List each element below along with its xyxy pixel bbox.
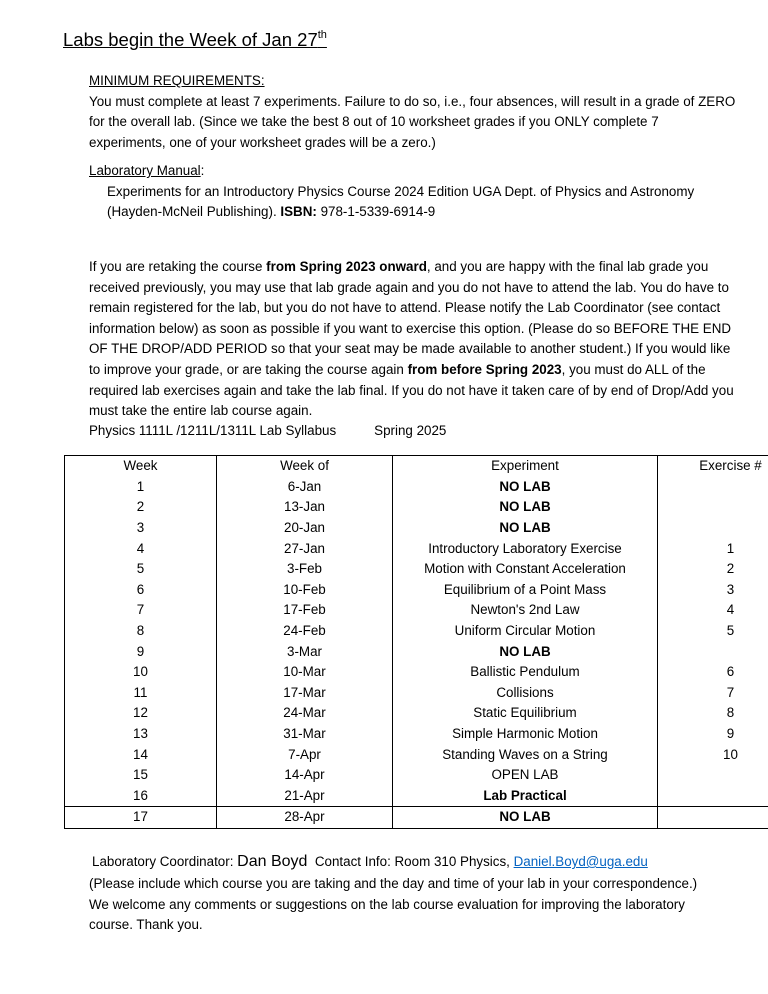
- table-row: [65, 559, 768, 580]
- table-header-row: [65, 456, 768, 477]
- cell-exercise: 1: [658, 538, 768, 559]
- manual-citation: Experiments for an Introductory Physics Course 2024 Edition UGA Dept. of Physics and Astronomy (Hayden-McNeil Publishing).: [107, 183, 695, 220]
- cell-week: 2: [65, 497, 217, 518]
- cell-exercise: 5: [658, 621, 768, 642]
- closing-note: [89, 874, 729, 936]
- cell-experiment: NO LAB: [393, 497, 658, 518]
- isbn-label: ISBN:: [280, 204, 317, 220]
- table-row: [65, 744, 768, 765]
- coordinator-label: Laboratory Coordinator:: [92, 854, 238, 869]
- table-row: [65, 765, 768, 786]
- table-row: [65, 600, 768, 621]
- cell-week-of: 10-Feb: [217, 580, 393, 601]
- cell-exercise: 8: [658, 703, 768, 724]
- cell-week: 5: [65, 559, 217, 580]
- page-title: Labs begin the Week of Jan 27th: [63, 29, 327, 50]
- cell-week-of: 6-Jan: [217, 477, 393, 498]
- cell-exercise: [658, 477, 768, 498]
- cell-week-of: 13-Jan: [217, 497, 393, 518]
- cell-week: 11: [65, 683, 217, 704]
- minimum-requirements-section: [89, 71, 739, 153]
- cell-experiment: NO LAB: [393, 518, 658, 539]
- cell-exercise: [658, 807, 768, 829]
- retake-bold-2: from before Spring 2023: [407, 361, 562, 377]
- feedback-note: We welcome any comments or suggestions on the lab course evaluation for improving the laboratory course. Thank you.: [89, 896, 685, 933]
- email-link[interactable]: Daniel.Boyd@uga.edu: [513, 854, 648, 869]
- cell-week: 9: [65, 641, 217, 662]
- cell-exercise: 10: [658, 744, 768, 765]
- cell-week-of: 20-Jan: [217, 518, 393, 539]
- cell-experiment: Collisions: [393, 683, 658, 704]
- cell-exercise: [658, 765, 768, 786]
- cell-experiment: Static Equilibrium: [393, 703, 658, 724]
- cell-week-of: 24-Feb: [217, 621, 393, 642]
- cell-week: 16: [65, 786, 217, 807]
- contact-line: [92, 852, 648, 873]
- header-exercise: Exercise #: [658, 456, 768, 477]
- manual-text: [89, 182, 739, 223]
- syllabus-heading: [89, 421, 739, 442]
- retake-text-3: , you must do ALL of the required lab exercises again and take the lab final. If you do not have it taken care of by end of Drop/Add you must take the entire lab course again.: [89, 361, 734, 419]
- cell-week: 4: [65, 538, 217, 559]
- cell-experiment: Standing Waves on a String: [393, 744, 658, 765]
- cell-experiment: NO LAB: [393, 807, 658, 829]
- cell-week: 13: [65, 724, 217, 745]
- table-row: [65, 497, 768, 518]
- cell-week-of: 21-Apr: [217, 786, 393, 807]
- cell-week-of: 17-Mar: [217, 683, 393, 704]
- retake-text-2: , and you are happy with the final lab grade you received previously, you may use that lab grade again and you do not have to attend the lab. You do have to remain registered for the lab, but you do not have to attend. Please notify the Lab Coordinator (see contact information below) as soon as possible if you want to exercise this option. (Please do so BEFORE THE END OF THE DROP/ADD PERIOD so that your seat may be made available to another student.) If you would like to improve your grade, or are taking the course again: [89, 259, 732, 377]
- requirements-text: You must complete at least 7 experiments. Failure to do so, i.e., four absences, will result in a grade of ZERO for the overall lab. (Since we take the best 8 out of 10 worksheet grades if you ONLY complete 7 experiments, one of your worksheet grades will be a zero.): [89, 93, 736, 150]
- syllabus-course: Physics 1111L /1211L/1311L Lab Syllabus: [89, 423, 337, 438]
- title-superscript: th: [317, 29, 327, 41]
- cell-week: 12: [65, 703, 217, 724]
- header-week: Week: [65, 456, 217, 477]
- table-row: [65, 641, 768, 662]
- table-row: [65, 538, 768, 559]
- cell-exercise: 2: [658, 559, 768, 580]
- manual-heading: Laboratory Manual: [89, 163, 201, 178]
- table-row: [65, 580, 768, 601]
- manual-heading-line: [89, 161, 739, 182]
- cell-week-of: 3-Mar: [217, 641, 393, 662]
- table-row: [65, 683, 768, 704]
- cell-week-of: 17-Feb: [217, 600, 393, 621]
- cell-exercise: 7: [658, 683, 768, 704]
- cell-exercise: 6: [658, 662, 768, 683]
- cell-experiment: Uniform Circular Motion: [393, 621, 658, 642]
- cell-week: 14: [65, 744, 217, 765]
- cell-week-of: 28-Apr: [217, 807, 393, 829]
- cell-exercise: [658, 518, 768, 539]
- correspondence-note: (Please include which course you are taking and the day and time of your lab in your correspondence.): [89, 876, 698, 891]
- cell-week-of: 3-Feb: [217, 559, 393, 580]
- cell-week-of: 24-Mar: [217, 703, 393, 724]
- table-row: [65, 662, 768, 683]
- table-row: [65, 807, 768, 829]
- syllabus-term: Spring 2025: [374, 423, 447, 438]
- requirements-heading: MINIMUM REQUIREMENTS:: [89, 73, 265, 88]
- header-week-of: Week of: [217, 456, 393, 477]
- cell-exercise: 9: [658, 724, 768, 745]
- cell-exercise: [658, 786, 768, 807]
- table-row: [65, 786, 768, 807]
- cell-experiment: NO LAB: [393, 477, 658, 498]
- cell-experiment: Simple Harmonic Motion: [393, 724, 658, 745]
- cell-week: 6: [65, 580, 217, 601]
- table-row: [65, 477, 768, 498]
- cell-week: 8: [65, 621, 217, 642]
- cell-week: 15: [65, 765, 217, 786]
- cell-experiment: Motion with Constant Acceleration: [393, 559, 658, 580]
- cell-week-of: 10-Mar: [217, 662, 393, 683]
- table-row: [65, 724, 768, 745]
- cell-week-of: 14-Apr: [217, 765, 393, 786]
- cell-experiment: Lab Practical: [393, 786, 658, 807]
- cell-experiment: NO LAB: [393, 641, 658, 662]
- cell-week-of: 31-Mar: [217, 724, 393, 745]
- cell-exercise: 3: [658, 580, 768, 601]
- cell-exercise: [658, 641, 768, 662]
- cell-experiment: Introductory Laboratory Exercise: [393, 538, 658, 559]
- table-row: [65, 621, 768, 642]
- cell-week: 1: [65, 477, 217, 498]
- cell-experiment: OPEN LAB: [393, 765, 658, 786]
- retake-text-1: If you are retaking the course: [89, 259, 267, 274]
- cell-exercise: [658, 497, 768, 518]
- contact-info: Contact Info: Room 310 Physics,: [307, 854, 514, 869]
- cell-week: 3: [65, 518, 217, 539]
- laboratory-manual-section: [89, 161, 739, 223]
- cell-week: 7: [65, 600, 217, 621]
- cell-experiment: Ballistic Pendulum: [393, 662, 658, 683]
- table-row: [65, 703, 768, 724]
- isbn-value: 978-1-5339-6914-9: [316, 204, 436, 220]
- schedule-table: [64, 455, 768, 829]
- cell-week-of: 27-Jan: [217, 538, 393, 559]
- cell-week: 10: [65, 662, 217, 683]
- cell-exercise: 4: [658, 600, 768, 621]
- manual-heading-colon: :: [200, 163, 205, 178]
- cell-experiment: Newton's 2nd Law: [393, 600, 658, 621]
- retake-bold-1: from Spring 2023 onward: [266, 259, 427, 274]
- header-experiment: Experiment: [393, 456, 658, 477]
- cell-experiment: Equilibrium of a Point Mass: [393, 580, 658, 601]
- table-row: [65, 518, 768, 539]
- retake-policy-paragraph: [89, 257, 739, 422]
- coordinator-name: Dan Boyd: [237, 853, 308, 870]
- cell-week: 17: [65, 807, 217, 829]
- cell-week-of: 7-Apr: [217, 744, 393, 765]
